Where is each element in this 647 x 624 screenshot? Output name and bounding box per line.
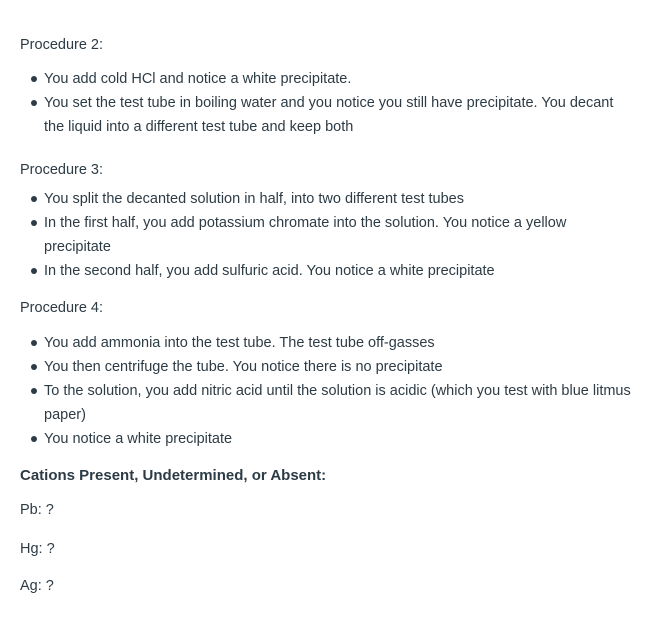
cation-ag: Ag: ? xyxy=(20,578,54,594)
list-item xyxy=(20,187,635,211)
cations-heading: Cations Present, Undetermined, or Absent: xyxy=(20,467,327,484)
bullet-icon xyxy=(31,196,37,202)
list-item-text: You split the decanted solution in half, into two different test tubes xyxy=(44,191,464,207)
list-item xyxy=(20,379,635,427)
bullet-icon xyxy=(31,436,37,442)
list-item xyxy=(20,331,635,355)
procedure-4-list xyxy=(20,331,635,451)
procedure-3-heading: Procedure 3: xyxy=(20,162,104,178)
list-item-text: You set the test tube in boiling water and you notice you still have precipitate. You decant the liquid into a different test tube and keep both xyxy=(44,95,614,135)
list-item-text: In the second half, you add sulfuric acid. You notice a white precipitate xyxy=(44,263,495,279)
list-item-text: You add ammonia into the test tube. The test tube off-gasses xyxy=(44,335,435,351)
list-item-text: You notice a white precipitate xyxy=(44,431,233,447)
list-item xyxy=(20,91,635,139)
bullet-icon xyxy=(31,268,37,274)
list-item xyxy=(20,211,635,259)
procedure-2-heading: Procedure 2: xyxy=(20,37,104,53)
bullet-icon xyxy=(31,76,37,82)
list-item-text: In the first half, you add potassium chromate into the solution. You notice a yellow precipitate xyxy=(44,215,567,255)
bullet-icon xyxy=(31,364,37,370)
procedure-2-list xyxy=(20,67,635,139)
cation-hg: Hg: ? xyxy=(20,541,55,557)
bullet-icon xyxy=(31,340,37,346)
list-item xyxy=(20,259,635,283)
list-item-text: You add cold HCl and notice a white precipitate. xyxy=(44,71,352,87)
bullet-icon xyxy=(31,100,37,106)
procedure-3-list xyxy=(20,187,635,283)
list-item xyxy=(20,355,635,379)
list-item-text: You then centrifuge the tube. You notice there is no precipitate xyxy=(44,359,443,375)
bullet-icon xyxy=(31,388,37,394)
list-item xyxy=(20,427,635,451)
bullet-icon xyxy=(31,220,37,226)
list-item-text: To the solution, you add nitric acid until the solution is acidic (which you test with blue litmus paper) xyxy=(44,383,631,423)
procedure-4-heading: Procedure 4: xyxy=(20,300,104,316)
list-item xyxy=(20,67,635,91)
cation-pb: Pb: ? xyxy=(20,502,54,518)
